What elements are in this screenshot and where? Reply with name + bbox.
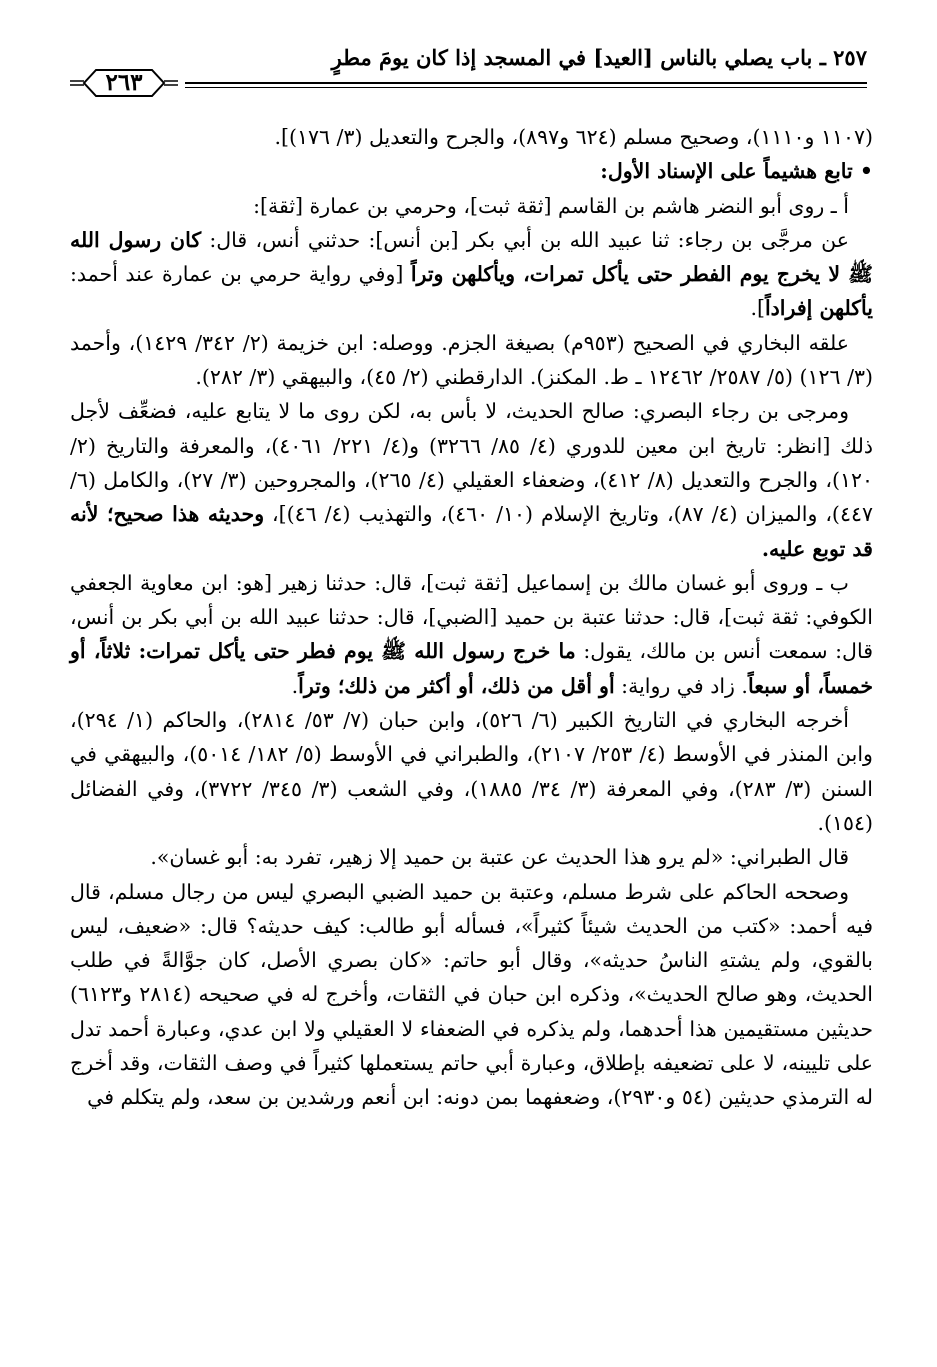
paragraph <box>70 703 873 840</box>
header-rule <box>185 82 867 88</box>
body-text <box>70 120 873 1115</box>
paragraph <box>70 120 873 154</box>
text-run: وصححه الحاكم على شرط مسلم، وعتبة بن حميد الضبي البصري ليس من رجال مسلم، قال فيه أحمد: «كتب من الحديث شيئاً كثيراً»، فسأله أبو طالب: كيف حديثه؟ قال: «ضعيف، ليس بالقوي، ولم يشتهِ الناسُ حديثه»، وقال أبو حاتم: «كان بصري الأصل، كان جوَّالةً في طلب الحديث، وهو صالح الحديث»، وذكره ابن حبان في الثقات، وأخرج له في صحيحه (٢٨١٤ و٦١٢٣) حديثين مستقيمين هذا أحدهما، ولم يذكره في الضعفاء لا العقيلي ولا ابن عدي، وعبارة أحمد تدل على تليينه، لا على تضعيفه بإطلاق، وعبارة أبي حاتم يستعملها كثيراً في وصف الثقات، وقد أخرج له الترمذي حديثين (٥٤ و٢٩٣٠)، وضعفهما بمن دونه: ابن أنعم ورشدين بن سعد، ولم يتكلم في <box>70 879 873 1110</box>
bold-text: وحديثه هذا صحيح؛ لأنه قد توبع عليه. <box>70 502 873 561</box>
text-run: ومرجى بن رجاء البصري: صالح الحديث، لا بأس به، لكن روى ما لا يتابع عليه، فضعِّف لأجل ذلك [انظر: تاريخ ابن معين للدوري (٤/ ٨٥/ ٣٢٦٦) و(٤/ ٢٢١/ ٤٠٦١)، والمعرفة والتاريخ (٢/ ١٢٠)، والجرح والتعديل (٨/ ٤١٢)، وضعفاء العقيلي (٤/ ٢٦٥)، والمجروحين (٣/ ٢٧)، والكامل (٦/ ٤٤٧)، والميزان (٤/ ٨٧)، وتاريخ الإسلام (١٠/ ٤٦٠)، والتهذيب (٤/ ٤٦)]، <box>70 399 874 527</box>
bold-text: يأكلهن إفراداً <box>764 296 873 321</box>
text-run: ب ـ وروى أبو غسان مالك بن إسماعيل [ثقة ثبت]، قال: حدثنا زهير [هو: ابن معاوية الجعفي الكوفي: ثقة ثبت]، قال: حدثنا عتبة بن حميد [الضبي]، قال: حدثنا عبيد الله بن أبي بكر بن أنس، قال: سمعت أنس بن مالك، يقول: <box>70 570 873 664</box>
text-run: قال الطبراني: «لم يرو هذا الحديث عن عتبة بن حميد إلا زهير، تفرد به: أبو غسان». <box>150 845 849 870</box>
text-run: أ ـ روى أبو النضر هاشم بن القاسم [ثقة ثبت]، وحرمي بن عمارة [ثقة]: <box>253 193 849 218</box>
page-number: ٢٦٣ <box>105 69 143 96</box>
paragraph <box>70 223 873 326</box>
bold-text: كان رسول الله ﷺ لا يخرج يوم الفطر حتى يأكل تمرات، ويأكلهن وتراً <box>70 227 873 287</box>
paragraph <box>70 840 873 874</box>
paragraph <box>70 394 873 565</box>
paragraph <box>70 326 873 395</box>
paragraph <box>70 189 873 223</box>
paragraph <box>70 566 873 703</box>
text-run: ]. <box>750 296 765 321</box>
page-number-ornament <box>70 66 178 100</box>
text-run: . <box>291 673 299 698</box>
text-run: أخرجه البخاري في التاريخ الكبير (٦/ ٥٢٦)، وابن حبان (٧/ ٥٣/ ٢٨١٤)، والحاكم (١/ ٢٩٤)، وابن المنذر في الأوسط (٤/ ٢٥٣/ ٢١٠٧)، والطبراني في الأوسط (٥/ ١٨٢/ ٥٠١٤)، والبيهقي في السنن (٣/ ٢٨٣)، وفي المعرفة (٣/ ٣٤/ ١٨٨٥)، وفي الشعب (٣/ ٣٤٥/ ٣٧٢٢)، وفي الفضائل (١٥٤). <box>70 708 873 835</box>
text-run: علقه البخاري في الصحيح (٩٥٣م) بصيغة الجزم. ووصله: ابن خزيمة (٢/ ٣٤٢/ ١٤٢٩)، وأحمد (٣/ ١٢٦) (٥/ ٢٥٨٧/ ١٢٤٦٢ ـ ط. المكنز). الدارقطني (٢/ ٤٥)، والبيهقي (٣/ ٢٨٢). <box>70 330 873 390</box>
bold-text: أو أقل من ذلك، أو أكثر من ذلك؛ وتراً <box>298 673 615 698</box>
running-title: ٢٥٧ ـ باب يصلي بالناس [العيد] في المسجد إذا كان يومَ مطرٍ <box>331 45 867 70</box>
text-run: [وفي رواية حرمي بن عمارة عند أحمد: <box>70 262 411 287</box>
bold-text: • تابع هشيماً على الإسناد الأول: <box>600 159 873 184</box>
text-run: عن مرجَّى بن رجاء: ثنا عبيد الله بن أبي بكر [بن أنس]: حدثني أنس، قال: <box>201 227 849 252</box>
paragraph <box>70 875 873 1115</box>
text-run: (١١٠٧ و١١١٠)، وصحيح مسلم (٦٢٤ و٨٩٧)، والجرح والتعديل (٣/ ١٧٦)]. <box>274 125 873 149</box>
page-header <box>70 40 867 110</box>
text-run: . زاد في رواية: <box>614 673 748 698</box>
paragraph <box>70 154 873 188</box>
bold-text: ما خرج رسول الله ﷺ يوم فطر حتى يأكل تمرات: ثلاثاً، أو خمساً، أو سبعاً <box>70 639 873 698</box>
